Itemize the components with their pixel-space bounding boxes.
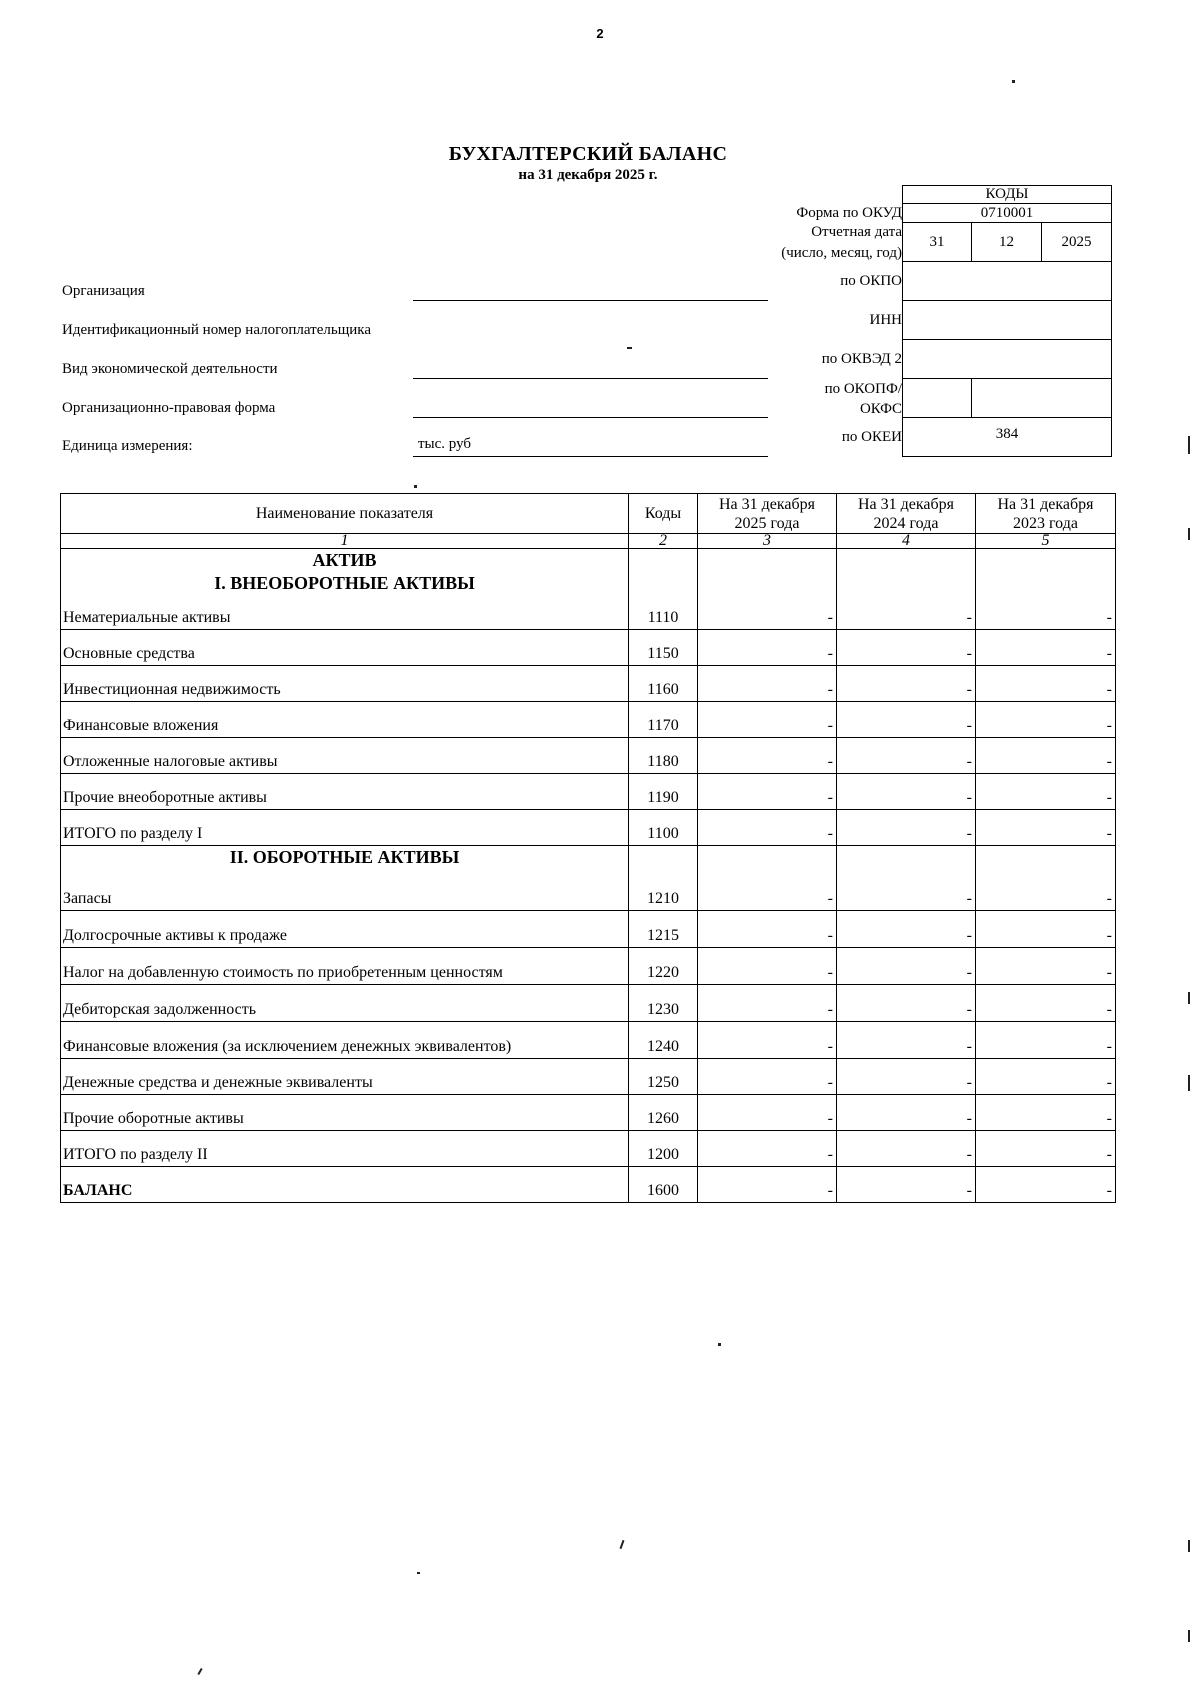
row-name: Финансовые вложения (за исключением денежных эквивалентов) xyxy=(61,1022,629,1059)
balance-row xyxy=(61,1167,1116,1203)
scan-speck xyxy=(1188,436,1190,454)
okei-label: по ОКЕИ xyxy=(841,429,902,445)
header-2025 xyxy=(698,494,837,534)
row-value-2025: - xyxy=(698,846,837,911)
row-code: 1180 xyxy=(629,738,698,774)
section-heading-noncurrent: I. ВНЕОБОРОТНЫЕ АКТИВЫ xyxy=(214,573,475,593)
row-name: ИТОГО по разделу II xyxy=(61,1131,629,1167)
codes-header: КОДЫ xyxy=(985,186,1029,202)
row-name: Прочие оборотные активы xyxy=(61,1095,629,1131)
row-value-2023: - xyxy=(976,948,1116,985)
row-value-2023: - xyxy=(976,1131,1116,1167)
okfs-cell xyxy=(971,378,1112,418)
row-code: 1215 xyxy=(629,911,698,948)
row-value-2024: - xyxy=(837,985,976,1022)
organization-label: Организация xyxy=(62,283,145,299)
organization-line xyxy=(413,300,768,301)
row-code: 1210 xyxy=(629,846,698,911)
header-2023 xyxy=(976,494,1116,534)
scan-speck xyxy=(620,1540,625,1549)
scan-speck xyxy=(1188,1075,1190,1091)
row-value-2025: - xyxy=(698,1131,837,1167)
table-row xyxy=(61,911,1116,948)
row-value-2024: - xyxy=(837,630,976,666)
scan-speck xyxy=(718,1343,721,1346)
table-row xyxy=(61,985,1116,1022)
okei-value: 384 xyxy=(995,426,1019,442)
scan-speck xyxy=(1188,992,1190,1004)
header-2024-line2: 2024 года xyxy=(873,514,939,532)
header-2025-line2: 2025 года xyxy=(734,514,800,532)
scan-speck xyxy=(414,485,417,488)
document-title: БУХГАЛТЕРСКИЙ БАЛАНС xyxy=(448,143,728,165)
table-row xyxy=(61,738,1116,774)
header-2025-line1: На 31 декабря xyxy=(718,495,816,513)
balance-value-2023: - xyxy=(976,1167,1116,1203)
okpo-label: по ОКПО xyxy=(840,273,902,289)
balance-value-2025: - xyxy=(698,1167,837,1203)
table-row xyxy=(61,630,1116,666)
row-name: Основные средства xyxy=(61,630,629,666)
row-value-2023: - xyxy=(976,702,1116,738)
row-value-2024: - xyxy=(837,702,976,738)
row-value-2023: - xyxy=(976,1022,1116,1059)
okopf-label-2: ОКФС xyxy=(859,401,902,417)
legal-form-line xyxy=(413,417,768,418)
balance-value-2024: - xyxy=(837,1167,976,1203)
row-value-2023: - xyxy=(976,911,1116,948)
okopf-cell xyxy=(902,378,972,418)
row-value-2023: - xyxy=(976,846,1116,911)
row-name: Дебиторская задолженность xyxy=(61,985,629,1022)
table-row xyxy=(61,810,1116,846)
activity-line xyxy=(413,378,768,379)
scan-speck xyxy=(627,347,632,349)
date-year: 2025 xyxy=(1061,234,1092,250)
section-heading-current: II. ОБОРОТНЫЕ АКТИВЫ xyxy=(229,847,460,867)
row-value-2024: - xyxy=(837,948,976,985)
header-code: Коды xyxy=(629,494,698,534)
column-number: 2 xyxy=(629,534,698,549)
row-code: 1110 xyxy=(629,549,698,630)
table-row xyxy=(61,948,1116,985)
table-row xyxy=(61,1022,1116,1059)
row-value-2024: - xyxy=(837,774,976,810)
row-value-2025: - xyxy=(698,1059,837,1095)
inn-label: Идентификационный номер налогоплательщика xyxy=(62,322,372,338)
okved-cell xyxy=(902,339,1112,379)
table-row xyxy=(61,1059,1116,1095)
date-day: 31 xyxy=(929,234,945,250)
row-code: 1230 xyxy=(629,985,698,1022)
row-value-2025: - xyxy=(698,774,837,810)
inn-code-label: ИНН xyxy=(869,312,902,328)
row-name: ИТОГО по разделу I xyxy=(61,810,629,846)
balance-code: 1600 xyxy=(629,1167,698,1203)
date-month: 12 xyxy=(999,234,1014,250)
header-2024 xyxy=(837,494,976,534)
row-value-2023: - xyxy=(976,630,1116,666)
row-name: Нематериальные активы xyxy=(63,609,231,626)
row-value-2023: - xyxy=(976,774,1116,810)
legal-form-label: Организационно-правовая форма xyxy=(62,400,276,416)
row-value-2024: - xyxy=(837,549,976,630)
report-date-label-2: (число, месяц, год) xyxy=(781,245,902,261)
scan-speck xyxy=(197,1668,202,1675)
row-code: 1200 xyxy=(629,1131,698,1167)
row-code: 1190 xyxy=(629,774,698,810)
row-value-2024: - xyxy=(837,1022,976,1059)
inn-code-cell xyxy=(902,300,1112,340)
table-row xyxy=(61,1131,1116,1167)
okopf-label-1: по ОКОПФ/ xyxy=(824,381,902,397)
row-value-2024: - xyxy=(837,666,976,702)
table-row xyxy=(61,702,1116,738)
row-value-2024: - xyxy=(837,846,976,911)
row-value-2025: - xyxy=(698,702,837,738)
column-number: 5 xyxy=(976,534,1116,549)
balance-table xyxy=(60,493,1116,1203)
header-2023-line2: 2023 года xyxy=(1013,514,1078,532)
row-value-2023: - xyxy=(976,1059,1116,1095)
row-name: Финансовые вложения xyxy=(61,702,629,738)
row-value-2025: - xyxy=(698,948,837,985)
row-value-2025: - xyxy=(698,738,837,774)
table-row xyxy=(61,846,1116,911)
okud-value: 0710001 xyxy=(980,205,1034,221)
row-value-2023: - xyxy=(976,738,1116,774)
unit-value: тыс. руб xyxy=(418,436,472,452)
unit-line xyxy=(413,456,768,457)
row-code: 1250 xyxy=(629,1059,698,1095)
row-name: Запасы xyxy=(63,890,112,907)
row-value-2023: - xyxy=(976,985,1116,1022)
scan-speck xyxy=(1188,1540,1190,1552)
row-value-2024: - xyxy=(837,911,976,948)
row-code: 1160 xyxy=(629,666,698,702)
row-code: 1260 xyxy=(629,1095,698,1131)
column-number-row xyxy=(61,534,1116,549)
header-2024-line1: На 31 декабря xyxy=(857,495,955,513)
row-value-2025: - xyxy=(698,985,837,1022)
row-code: 1100 xyxy=(629,810,698,846)
row-name: Денежные средства и денежные эквиваленты xyxy=(61,1059,629,1095)
row-value-2024: - xyxy=(837,1059,976,1095)
header-2023-line1: На 31 декабря xyxy=(997,495,1094,513)
row-name: Отложенные налоговые активы xyxy=(61,738,629,774)
row-name: Прочие внеоборотные активы xyxy=(61,774,629,810)
row-code: 1240 xyxy=(629,1022,698,1059)
row-value-2024: - xyxy=(837,1131,976,1167)
okved-label: по ОКВЭД 2 xyxy=(821,351,902,367)
table-row xyxy=(61,549,1116,630)
row-value-2025: - xyxy=(698,810,837,846)
activity-label: Вид экономической деятельности xyxy=(62,361,278,377)
section-heading-assets: АКТИВ xyxy=(312,550,377,570)
row-value-2024: - xyxy=(837,1095,976,1131)
row-value-2025: - xyxy=(698,666,837,702)
row-value-2023: - xyxy=(976,810,1116,846)
row-code: 1170 xyxy=(629,702,698,738)
row-name: Долгосрочные активы к продаже xyxy=(61,911,629,948)
row-value-2025: - xyxy=(698,911,837,948)
unit-label: Единица измерения: xyxy=(62,438,193,454)
section-1-cell xyxy=(61,549,629,630)
row-value-2023: - xyxy=(976,666,1116,702)
row-value-2025: - xyxy=(698,1022,837,1059)
row-name: Налог на добавленную стоимость по приобретенным ценностям xyxy=(61,948,629,985)
header-name: Наименование показателя xyxy=(61,494,629,534)
table-row xyxy=(61,666,1116,702)
table-row xyxy=(61,774,1116,810)
section-2-rows xyxy=(61,911,1116,1167)
page-number: 2 xyxy=(596,26,604,41)
scan-speck xyxy=(1188,528,1190,540)
row-value-2024: - xyxy=(837,738,976,774)
column-number: 4 xyxy=(837,534,976,549)
scan-speck xyxy=(1012,80,1015,83)
row-code: 1220 xyxy=(629,948,698,985)
balance-label: БАЛАНС xyxy=(61,1167,629,1203)
section-2-cell xyxy=(61,846,629,911)
document-subtitle: на 31 декабря 2025 г. xyxy=(518,167,658,183)
table-header-row xyxy=(61,494,1116,534)
row-name: Инвестиционная недвижимость xyxy=(61,666,629,702)
column-number: 1 xyxy=(61,534,629,549)
scan-speck xyxy=(417,1572,420,1574)
row-code: 1150 xyxy=(629,630,698,666)
report-date-label-1: Отчетная дата xyxy=(811,224,902,240)
row-value-2025: - xyxy=(698,1095,837,1131)
okud-label: Форма по ОКУД xyxy=(796,205,902,221)
table-row xyxy=(61,1095,1116,1131)
row-value-2025: - xyxy=(698,630,837,666)
okpo-cell xyxy=(902,261,1112,301)
row-value-2025: - xyxy=(698,549,837,630)
column-number: 3 xyxy=(698,534,837,549)
row-value-2023: - xyxy=(976,549,1116,630)
row-value-2023: - xyxy=(976,1095,1116,1131)
row-value-2024: - xyxy=(837,810,976,846)
section-1-rows xyxy=(61,630,1116,846)
scan-speck xyxy=(1188,1630,1190,1642)
